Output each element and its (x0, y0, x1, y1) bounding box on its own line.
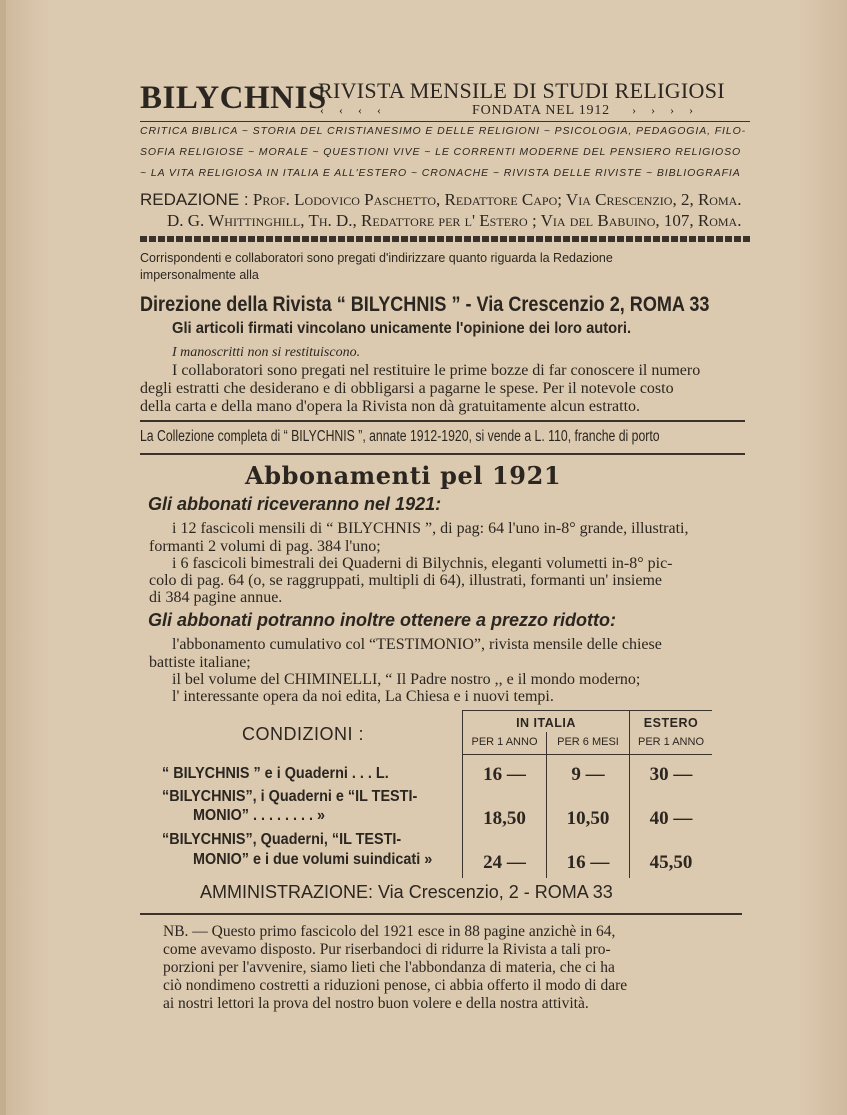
riceveranno-heading: Gli abbonati riceveranno nel 1921: (148, 494, 442, 514)
riceveranno-item-1-line-2: formanti 2 volumi di pag. 384 l'uno; (149, 538, 381, 555)
row-3-value-2: 16 — (566, 852, 610, 873)
corrispondenti-line-2: impersonalmente alla (140, 268, 259, 282)
collaboratori-line-1: I collaboratori sono pregati nel restituire le prime bozze di far conoscere il numero (172, 362, 701, 379)
row-1-value-3: 30 — (649, 764, 693, 785)
row-2-label-line-2: MONIO” . . . . . . . . » (193, 807, 326, 824)
header-estero: ESTERO (643, 716, 699, 730)
amministrazione-address: AMMINISTRAZIONE: Via Crescenzio, 2 - ROMA 33 (200, 882, 613, 902)
row-2-value-3: 40 — (649, 808, 693, 829)
nb-line-5: ai nostri lettori la prova del nostro buon volere e della nostra attività. (163, 995, 589, 1012)
potranno-item-3: l' interessante opera da noi edita, La Chiesa e i nuovi tempi. (172, 688, 554, 705)
redazione-label: REDAZIONE : (140, 190, 249, 209)
articoli-note: Gli articoli firmati vincolano unicamente l'opinione dei loro autori. (172, 320, 632, 337)
row-3-label-line-1: “BILYCHNIS”, Quaderni, “IL TESTI- (162, 831, 402, 848)
dashed-separator (140, 236, 750, 242)
potranno-item-1-line-1: l'abbonamento cumulativo col “TESTIMONIO”, rivista mensile delle chiese (172, 636, 662, 653)
row-1-label-line-1: “ BILYCHNIS ” e i Quaderni . . . L. (162, 765, 389, 782)
row-3-label-line-2: MONIO” e i due volumi suindicati » (193, 851, 433, 868)
founded-text: FONDATA NEL 1912 (472, 103, 610, 118)
table-top-rule (462, 710, 712, 711)
redazione-line-2: D. G. Whittinghill, Th. D., Redattore per l' Estero ; Via del Babuino, 107, Roma. (167, 211, 742, 230)
header-in-italia: IN ITALIA (516, 716, 576, 730)
nb-line-2: come avevamo disposto. Pur riserbandoci di ridurre la Rivista a tali pro- (163, 941, 611, 958)
row-3-value-3: 45,50 (649, 852, 693, 873)
riceveranno-item-2-line-3: di 384 pagine annue. (149, 589, 283, 606)
nb-top-rule (140, 913, 742, 915)
row-3-value-1: 24 — (483, 852, 526, 873)
riceveranno-item-2-line-1: i 6 fascicoli bimestrali dei Quaderni di Bilychnis, eleganti volumetti in-8° pic- (172, 555, 673, 572)
row-2-value-1: 18,50 (483, 808, 526, 829)
row-1-value-2: 9 — (571, 764, 605, 785)
potranno-item-1-line-2: battiste italiane; (149, 654, 251, 671)
nb-line-1: NB. — Questo primo fascicolo del 1921 esce in 88 pagine anzichè in 64, (163, 923, 616, 940)
abbonamenti-heading: Abbonamenti pel 1921 (245, 461, 562, 490)
topics-line-3: ~ LA VITA RELIGIOSA IN ITALIA E ALL'ESTERO ~ CRONACHE ~ RIVISTA DELLE RIVISTE ~ BIBLIOGRAFIA (140, 167, 741, 179)
header-col-2: PER 6 MESI (557, 736, 619, 748)
header-col-3: PER 1 ANNO (637, 736, 705, 748)
collezione-line: La Collezione completa di “ BILYCHNIS ”, annate 1912-1920, si vende a L. 110, franche di porto (140, 428, 660, 445)
masthead-rule (140, 121, 750, 122)
topics-line-2: SOFIA RELIGIOSE ~ MORALE ~ QUESTIONI VIVE ~ LE CORRENTI MODERNE DEL PENSIERO RELIGIOSO (140, 146, 742, 158)
row-2-value-2: 10,50 (566, 808, 610, 829)
table-header-rule (462, 754, 712, 755)
nb-line-3: porzioni per l'avvenire, siamo lieti che l'abbondanza di materia, che ci ha (163, 959, 615, 976)
row-2-label-line-1: “BILYCHNIS”, i Quaderni e “IL TESTI- (162, 788, 418, 805)
potranno-item-2: il bel volume del CHIMINELLI, “ Il Padre nostro ,, e il mondo moderno; (172, 671, 641, 688)
masthead-subtitle: RIVISTA MENSILE DI STUDI RELIGIOSI (318, 78, 725, 103)
manoscritti-note: I manoscritti non si restituiscono. (172, 345, 361, 360)
collezione-bottom-rule (140, 453, 745, 455)
direzione-address: Direzione della Rivista “ BILYCHNIS ” - Via Crescenzio 2, ROMA 33 (140, 293, 710, 316)
collezione-top-rule (140, 420, 745, 422)
corrispondenti-line-1: Corrispondenti e collaboratori sono pregati d'indirizzare quanto riguarda la Redazione (140, 251, 613, 265)
masthead-title: BILYCHNIS (140, 80, 327, 116)
page-left-edge (0, 0, 6, 1115)
row-1-value-1: 16 — (483, 764, 526, 785)
redazione-capo: Prof. Lodovico Paschetto, Redattore Capo; Via Crescenzio, 2, Roma. (252, 190, 742, 209)
riceveranno-item-1-line-1: i 12 fascicoli mensili di “ BILYCHNIS ”, di pag: 64 l'uno in-8° grande, illustrati, (172, 520, 689, 537)
topics-line-1: CRITICA BIBLICA ~ STORIA DEL CRISTIANESIMO E DELLE RELIGIONI ~ PSICOLOGIA, PEDAGOGIA, FILO- (140, 125, 747, 137)
collaboratori-line-2: degli estratti che desiderano e di obbligarsi a pagarne le spese. Per il notevole costo (140, 380, 674, 397)
founded-right-arrows: › › › › (632, 103, 699, 117)
nb-line-4: ciò nondimeno costretti a riduzioni penose, ci abbia offerto il modo di dare (163, 977, 628, 994)
collaboratori-line-3: della carta e della mano d'opera la Rivista non dà gratuitamente alcun estratto. (140, 398, 641, 415)
condizioni-label: CONDIZIONI : (242, 724, 364, 744)
header-col-1: PER 1 ANNO (471, 736, 538, 748)
potranno-heading: Gli abbonati potranno inoltre ottenere a prezzo ridotto: (148, 610, 616, 630)
founded-left-arrows: ‹ ‹ ‹ ‹ (320, 103, 387, 117)
riceveranno-item-2-line-2: colo di pag. 64 (o, se raggruppati, multipli di 64), illustrati, formanti un' insieme (149, 572, 663, 589)
redazione-line-1 (140, 190, 742, 210)
